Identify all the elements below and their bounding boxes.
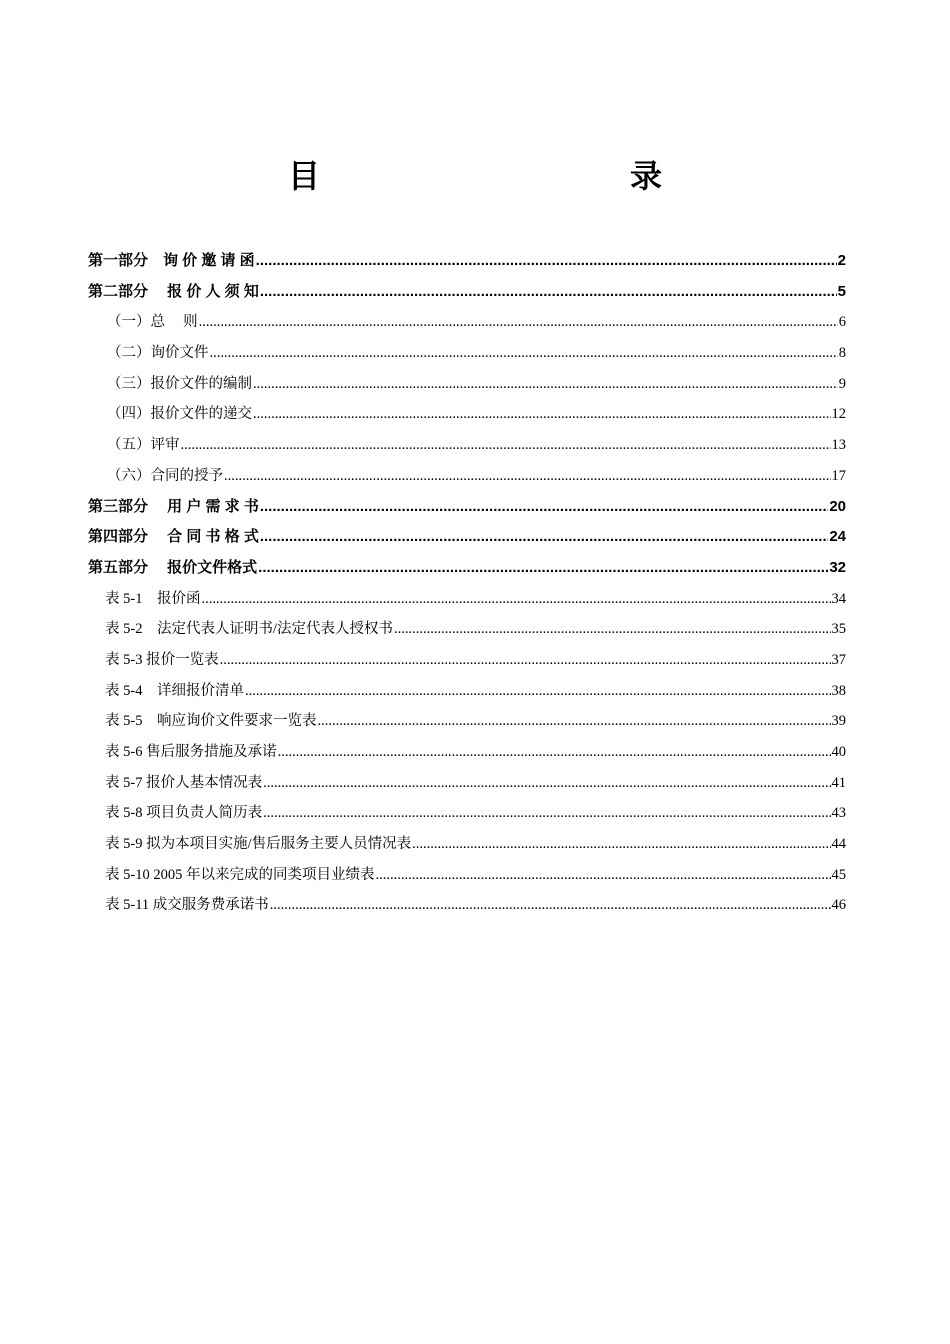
toc-page-number: 37 (831, 651, 846, 668)
toc-entry-label: 第五部分 报价文件格式 (88, 558, 258, 576)
toc-page-number: 5 (837, 282, 846, 300)
toc-entry[interactable] (88, 525, 846, 556)
toc-page-number: 12 (831, 406, 846, 423)
dot-leader (260, 283, 837, 300)
toc-entry[interactable] (88, 433, 846, 464)
page-title: 目 录 (287, 157, 744, 195)
dot-leader (220, 652, 831, 669)
table-of-contents (88, 249, 846, 924)
toc-entry[interactable] (88, 648, 846, 679)
toc-page-number: 24 (829, 528, 846, 546)
toc-page-number: 9 (838, 375, 846, 392)
toc-entry[interactable] (88, 617, 846, 648)
toc-entry-label: 表 5-3 报价一览表 (105, 651, 219, 668)
toc-entry[interactable] (88, 372, 846, 403)
dot-leader (263, 775, 830, 792)
toc-entry-label: 表 5-6 售后服务措施及承诺 (105, 744, 277, 760)
dot-leader (260, 498, 828, 515)
dot-leader (412, 836, 830, 853)
toc-entry[interactable] (88, 709, 846, 740)
toc-page-number: 17 (831, 467, 846, 484)
toc-entry-label: 表 5-11 成交服务费承诺书 (105, 897, 269, 914)
toc-entry-label: 第一部分 询 价 邀 请 函 (88, 252, 255, 269)
toc-entry-label: 表 5-1 报价函 (105, 590, 201, 607)
toc-entry[interactable] (88, 832, 846, 863)
toc-entry-label: 表 5-5 响应询价文件要求一览表 (105, 713, 317, 730)
dot-leader (245, 683, 831, 700)
toc-entry-label: 表 5-10 2005 年以来完成的同类项目业绩表 (105, 866, 375, 883)
dot-leader (278, 744, 831, 761)
toc-page-number: 34 (831, 590, 846, 607)
toc-entry[interactable] (88, 402, 846, 433)
dot-leader (199, 314, 838, 331)
toc-entry-label: （六）合同的授予 (107, 467, 223, 484)
toc-entry[interactable] (88, 310, 846, 341)
toc-entry-label: （一）总 则 (107, 314, 198, 331)
toc-entry[interactable] (88, 587, 846, 618)
dot-leader (253, 406, 831, 423)
toc-entry-label: （四）报价文件的递交 (107, 406, 252, 423)
toc-entry-label: （五）评审 (107, 437, 180, 454)
toc-page-number: 39 (831, 713, 846, 730)
toc-entry-label: （三）报价文件的编制 (107, 375, 252, 392)
toc-entry-label: 表 5-7 报价人基本情况表 (105, 774, 263, 791)
toc-entry[interactable] (88, 464, 846, 495)
toc-entry-label: 第四部分 合 同 书 格 式 (88, 528, 259, 546)
toc-page-number: 32 (829, 558, 846, 576)
toc-page-number: 38 (831, 682, 846, 699)
toc-entry[interactable] (88, 280, 846, 311)
toc-page-number: 6 (838, 314, 846, 331)
toc-entry[interactable] (88, 740, 846, 771)
toc-page-number: 8 (838, 345, 846, 362)
toc-entry-label: 表 5-9 拟为本项目实施/售后服务主要人员情况表 (105, 836, 412, 853)
toc-entry[interactable] (88, 556, 846, 587)
toc-entry-label: 表 5-4 详细报价清单 (105, 682, 244, 699)
dot-leader (210, 345, 838, 362)
dot-leader (224, 468, 831, 485)
dot-leader (375, 867, 830, 884)
dot-leader (256, 252, 837, 269)
dot-leader (270, 897, 831, 914)
toc-entry[interactable] (88, 495, 846, 526)
toc-entry[interactable] (88, 341, 846, 372)
dot-leader (263, 805, 830, 822)
toc-page-number: 2 (837, 252, 846, 269)
toc-entry-label: 表 5-8 项目负责人简历表 (105, 805, 263, 822)
toc-entry[interactable] (88, 801, 846, 832)
toc-entry[interactable] (88, 249, 846, 280)
toc-page-number: 44 (831, 836, 846, 853)
toc-page-number: 40 (831, 744, 846, 760)
toc-page-number: 20 (829, 497, 846, 515)
toc-entry[interactable] (88, 893, 846, 924)
dot-leader (258, 559, 828, 576)
toc-page-number: 46 (831, 897, 846, 914)
toc-page-number: 41 (831, 774, 846, 791)
toc-page-number: 13 (831, 437, 846, 454)
toc-page-number: 45 (831, 866, 846, 883)
toc-entry-label: 第二部分 报 价 人 须 知 (88, 282, 259, 300)
toc-entry-label: （二）询价文件 (107, 345, 209, 362)
dot-leader (260, 528, 828, 545)
toc-entry[interactable] (88, 863, 846, 894)
toc-entry[interactable] (88, 679, 846, 710)
dot-leader (394, 621, 831, 638)
toc-entry-label: 表 5-2 法定代表人证明书/法定代表人授权书 (105, 621, 393, 638)
dot-leader (317, 713, 830, 730)
dot-leader (253, 376, 838, 393)
toc-entry-label: 第三部分 用 户 需 求 书 (88, 497, 259, 515)
toc-page-number: 35 (831, 621, 846, 638)
dot-leader (181, 437, 831, 454)
toc-page-number: 43 (831, 805, 846, 822)
dot-leader (201, 591, 830, 608)
toc-entry[interactable] (88, 771, 846, 802)
